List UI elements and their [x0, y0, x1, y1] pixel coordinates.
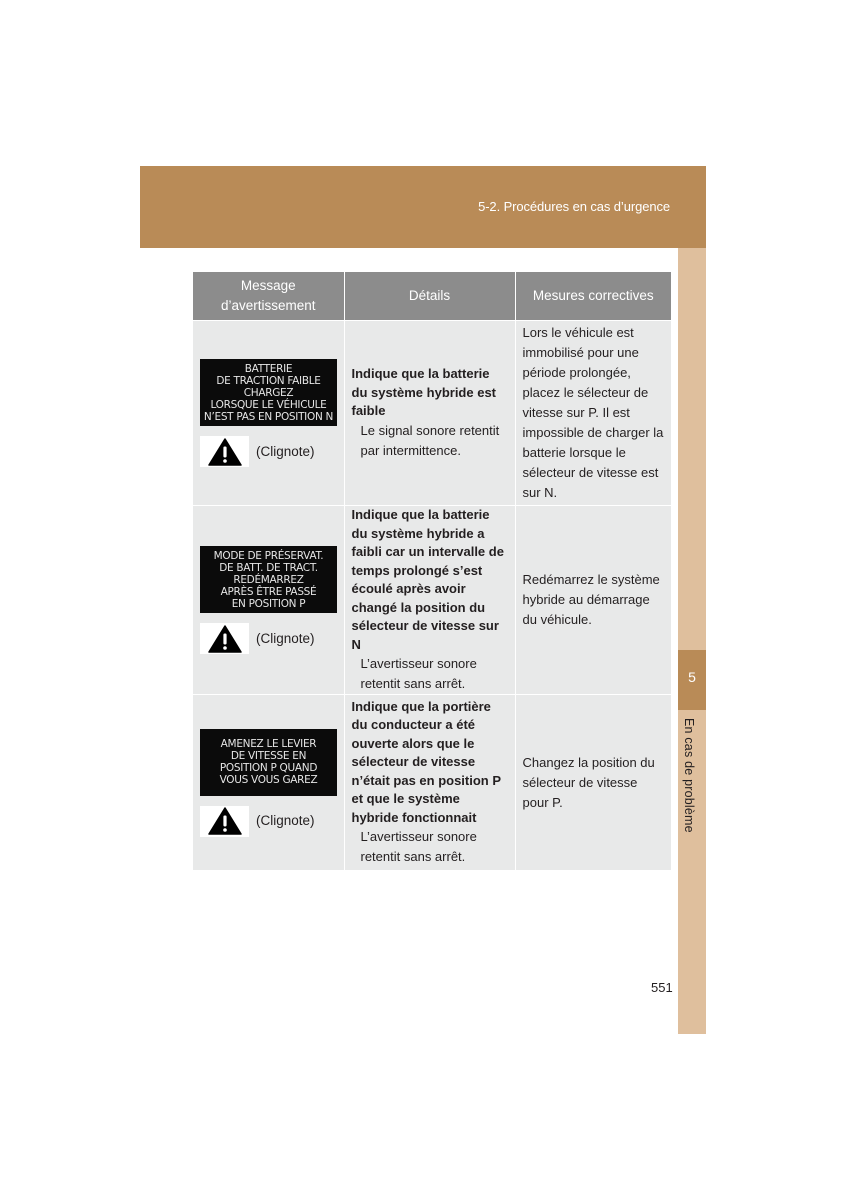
- blink-indicator: [200, 806, 337, 837]
- chapter-name: En cas de problème: [682, 718, 696, 833]
- remedy-cell: [515, 321, 671, 506]
- section-header-band: [140, 166, 706, 248]
- detail-note: L’avertisseur sonore retentit sans arrêt.: [360, 656, 477, 691]
- blink-indicator: [200, 436, 337, 467]
- message-cell: [193, 695, 344, 871]
- side-strip: [678, 248, 706, 1034]
- remedy-text: Changez la position du sélecteur de vitesse pour P.: [522, 754, 655, 810]
- detail-note: L’avertisseur sonore retentit sans arrêt.: [360, 829, 477, 865]
- detail-description: Indique que la portière du conducteur a été ouverte alors que le sélecteur de vitesse n’était pas en position P et que le système hybride fonctionnait: [351, 698, 501, 825]
- display-message: AMENEZ LE LEVIER DE VITESSE EN POSITION P QUAND VOUS VOUS GAREZ: [219, 738, 318, 786]
- warning-triangle-icon: [200, 623, 249, 654]
- chapter-number: 5: [688, 669, 696, 685]
- warning-display-screen: [200, 729, 337, 796]
- remedy-text: Redémarrez le système hybride au démarrage du véhicule.: [522, 572, 660, 627]
- message-cell: [193, 506, 344, 695]
- warning-triangle-icon: [200, 806, 249, 837]
- section-title: 5-2. Procédures en cas d’urgence: [478, 199, 670, 214]
- details-cell: [344, 506, 515, 695]
- detail-description: Indique que la batterie du système hybride a faibli car un intervalle de temps prolongé s’est écoulé après avoir changé la position du sélecteur de vitesse sur N: [351, 507, 504, 652]
- details-cell: [344, 695, 515, 871]
- remedy-text: Lors le véhicule est immobilisé pour une période prolongée, placez le sélecteur de vitesse sur P. Il est impossible de charger la batterie lorsque le sélecteur de vitesse est sur N.: [522, 325, 664, 500]
- table-row: [193, 695, 671, 871]
- blink-indicator: [200, 623, 337, 654]
- table-row: [193, 321, 671, 506]
- table-header-row: [193, 272, 671, 321]
- remedy-cell: [515, 695, 671, 871]
- warning-display-screen: [200, 546, 337, 613]
- chapter-tab: [678, 650, 706, 710]
- display-message: BATTERIE DE TRACTION FAIBLE CHARGEZ LORSQUE LE VÉHICULE N’EST PAS EN POSITION N: [203, 362, 334, 423]
- blink-label: (Clignote): [256, 443, 315, 459]
- blink-label: (Clignote): [256, 630, 315, 646]
- detail-note: Le signal sonore retentit par intermittence.: [360, 422, 500, 458]
- page-number: 551: [651, 980, 673, 995]
- column-header-message: Message d’avertissement: [193, 272, 344, 321]
- details-cell: [344, 321, 515, 506]
- warning-display-screen: [200, 359, 337, 426]
- message-cell: [193, 321, 344, 506]
- detail-description: Indique que la batterie du système hybride est faible: [351, 366, 496, 419]
- warning-messages-table: [193, 272, 671, 870]
- column-header-details: Détails: [344, 272, 515, 321]
- table-row: [193, 506, 671, 695]
- display-message: MODE DE PRÉSERVAT. DE BATT. DE TRACT. REDÉMARREZ APRÈS ÊTRE PASSÉ EN POSITION P: [213, 549, 324, 610]
- remedy-cell: [515, 506, 671, 695]
- warning-triangle-icon: [200, 436, 249, 467]
- column-header-remedy: Mesures correctives: [515, 272, 671, 321]
- blink-label: (Clignote): [256, 813, 315, 828]
